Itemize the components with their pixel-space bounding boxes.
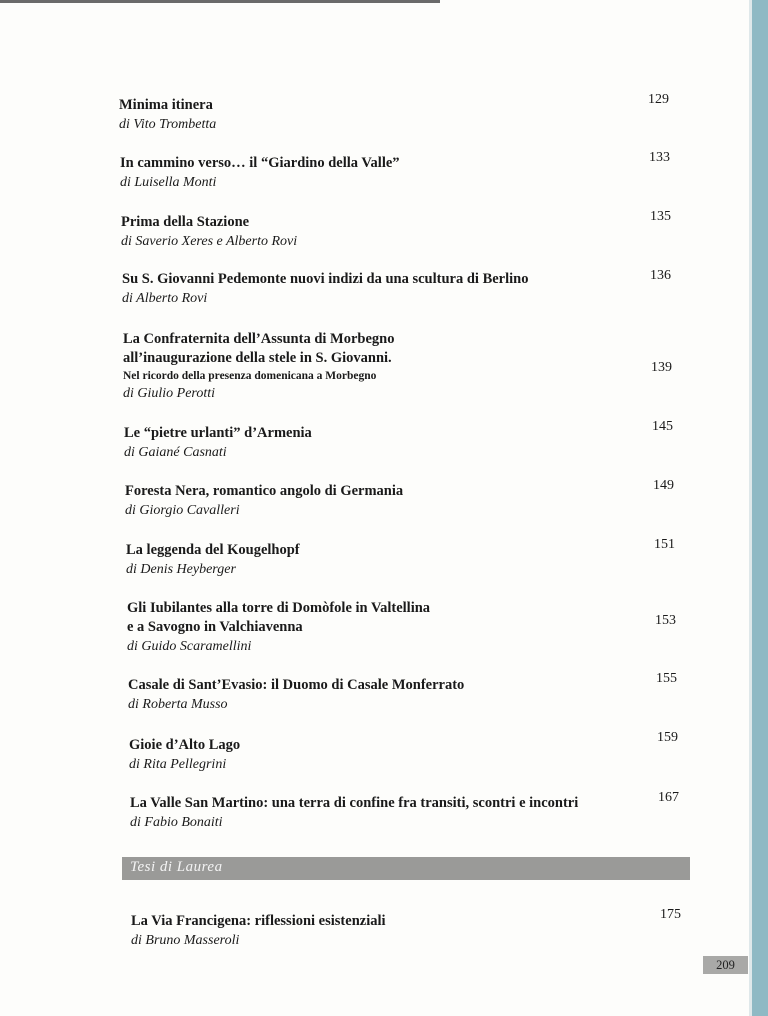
page-number: 209 <box>703 956 748 974</box>
entry-author: di Gaiané Casnati <box>124 445 227 460</box>
entry-title: Su S. Giovanni Pedemonte nuovi indizi da una scultura di Berlino <box>122 271 529 287</box>
toc-entry[interactable] <box>131 912 386 950</box>
toc-entry[interactable] <box>121 213 297 251</box>
entry-page: 145 <box>652 419 673 434</box>
toc-entry[interactable] <box>128 676 464 714</box>
entry-title-line-1: Gli Iubilantes alla torre di Domòfole in Valtellina <box>127 600 431 616</box>
entry-author: di Giorgio Cavalleri <box>125 503 240 518</box>
toc-entry[interactable] <box>125 482 403 520</box>
entry-title: La Via Francigena: riflessioni esistenziali <box>131 913 386 929</box>
entry-title: Foresta Nera, romantico angolo di Germania <box>125 483 404 499</box>
entry-author: di Rita Pellegrini <box>129 757 227 772</box>
toc-entry[interactable] <box>123 330 394 403</box>
entry-page: 133 <box>649 150 670 165</box>
entry-author: di Roberta Musso <box>128 697 228 712</box>
entry-page: 139 <box>651 360 672 375</box>
entry-title: Prima della Stazione <box>121 214 250 230</box>
toc-entry[interactable] <box>122 270 529 308</box>
entry-title-line-1: La Confraternita dell’Assunta di Morbegno <box>123 331 395 347</box>
entry-title: Gioie d’Alto Lago <box>129 737 241 753</box>
entry-subtitle: Nel ricordo della presenza domenicana a Morbegno <box>123 370 377 382</box>
entry-page: 129 <box>648 92 669 107</box>
entry-author: di Alberto Rovi <box>122 291 208 306</box>
entry-author: di Guido Scaramellini <box>127 639 252 654</box>
toc-entry[interactable] <box>119 96 216 134</box>
entry-author: di Bruno Masseroli <box>131 933 240 948</box>
toc-entry[interactable] <box>129 736 240 774</box>
entry-page: 149 <box>653 478 674 493</box>
entry-author: di Denis Heyberger <box>126 562 236 577</box>
toc-entry[interactable] <box>120 154 400 192</box>
entry-title-line-2: all’inaugurazione della stele in S. Giovanni. <box>123 350 392 366</box>
entry-page: 155 <box>656 671 677 686</box>
entry-author: di Saverio Xeres e Alberto Rovi <box>121 234 298 249</box>
entry-title: La Valle San Martino: una terra di confine fra transiti, scontri e incontri <box>130 795 579 811</box>
entry-author: di Giulio Perotti <box>123 386 216 401</box>
entry-page: 136 <box>650 268 671 283</box>
section-header-band <box>122 857 690 880</box>
entry-page: 153 <box>655 613 676 628</box>
entry-page: 135 <box>650 209 671 224</box>
section-title: Tesi di Laurea <box>130 859 223 875</box>
entry-author: di Luisella Monti <box>120 175 217 190</box>
toc-entry[interactable] <box>127 599 430 656</box>
entry-author: di Vito Trombetta <box>119 117 217 132</box>
toc-entry[interactable] <box>124 424 312 462</box>
toc-entry[interactable] <box>126 541 300 579</box>
entry-title: Le “pietre urlanti” d’Armenia <box>124 425 312 441</box>
entry-page: 159 <box>657 730 678 745</box>
entry-title: Casale di Sant’Evasio: il Duomo di Casale Monferrato <box>128 677 465 693</box>
entry-title: In cammino verso… il “Giardino della Valle” <box>120 155 400 171</box>
entry-page: 151 <box>654 537 675 552</box>
entry-title-line-2: e a Savogno in Valchiavenna <box>127 619 303 635</box>
entry-author: di Fabio Bonaiti <box>130 815 223 830</box>
entry-title: La leggenda del Kougelhopf <box>126 542 300 558</box>
page-top-edge <box>0 0 440 3</box>
entry-page: 167 <box>658 790 679 805</box>
entry-page: 175 <box>660 907 681 922</box>
page-side-edge <box>752 0 768 1016</box>
entry-title: Minima itinera <box>119 97 213 113</box>
toc-entry[interactable] <box>130 794 578 832</box>
